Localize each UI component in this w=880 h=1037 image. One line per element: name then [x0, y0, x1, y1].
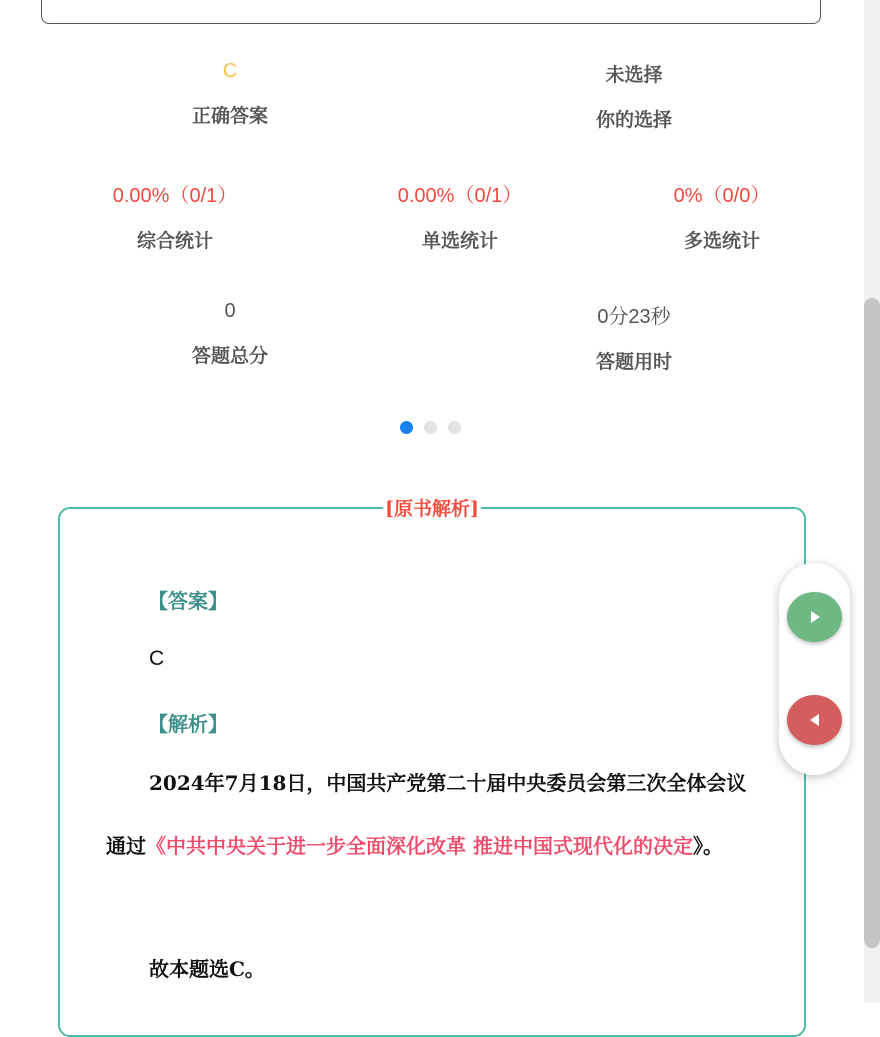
time-used-stat	[534, 300, 734, 374]
your-choice-stat	[534, 60, 734, 132]
explanation-paragraph	[106, 752, 756, 878]
multi-stat-value: 0%（0/0）	[673, 185, 771, 207]
overall-stat-value: 0.00%（0/1）	[112, 185, 238, 207]
single-stat	[355, 179, 565, 253]
play-right-icon	[808, 610, 822, 624]
explanation-suffix: 》。	[692, 834, 723, 858]
question-box	[41, 0, 821, 24]
analysis-panel	[58, 498, 806, 1037]
next-question-button[interactable]	[787, 592, 842, 642]
correct-answer-stat	[130, 60, 330, 128]
explain-heading: 【解析】	[148, 712, 228, 736]
multi-stat	[617, 179, 827, 253]
explanation-prefix: 2024年7月18日，中国共产党第二十届中央委员会第三次全体会议通过	[106, 771, 747, 858]
correct-answer-value: C	[222, 60, 238, 82]
correct-answer-label: 正确答案	[191, 105, 268, 127]
carousel-dot[interactable]	[448, 421, 461, 434]
total-score-value: 0	[224, 300, 236, 322]
play-left-icon	[808, 713, 822, 727]
answer-value: C	[149, 647, 165, 670]
total-score-label: 答题总分	[191, 345, 268, 367]
analysis-title: [原书解析]	[385, 498, 479, 520]
overall-stat-label: 综合统计	[136, 230, 213, 252]
your-choice-value: 未选择	[605, 64, 663, 86]
conclusion-text: 故本题选C。	[149, 957, 265, 981]
your-choice-label: 你的选择	[595, 109, 672, 131]
scrollbar-track[interactable]	[864, 0, 880, 1003]
single-stat-value: 0.00%（0/1）	[397, 185, 523, 207]
time-used-value: 0分23秒	[597, 306, 671, 328]
answer-heading: 【答案】	[148, 589, 228, 613]
carousel-dot[interactable]	[424, 421, 437, 434]
carousel-pagination	[400, 421, 461, 434]
total-score-stat	[130, 300, 330, 368]
single-stat-label: 单选统计	[421, 230, 498, 252]
carousel-dot[interactable]	[400, 421, 413, 434]
scrollbar-thumb[interactable]	[864, 298, 880, 948]
document-title-highlight: 《中共中央关于进一步全面深化改革 推进中国式现代化的决定	[146, 834, 693, 858]
overall-stat	[70, 179, 280, 253]
floating-nav-panel	[779, 563, 850, 775]
multi-stat-label: 多选统计	[683, 230, 760, 252]
time-used-label: 答题用时	[595, 351, 672, 373]
previous-question-button[interactable]	[787, 695, 842, 745]
